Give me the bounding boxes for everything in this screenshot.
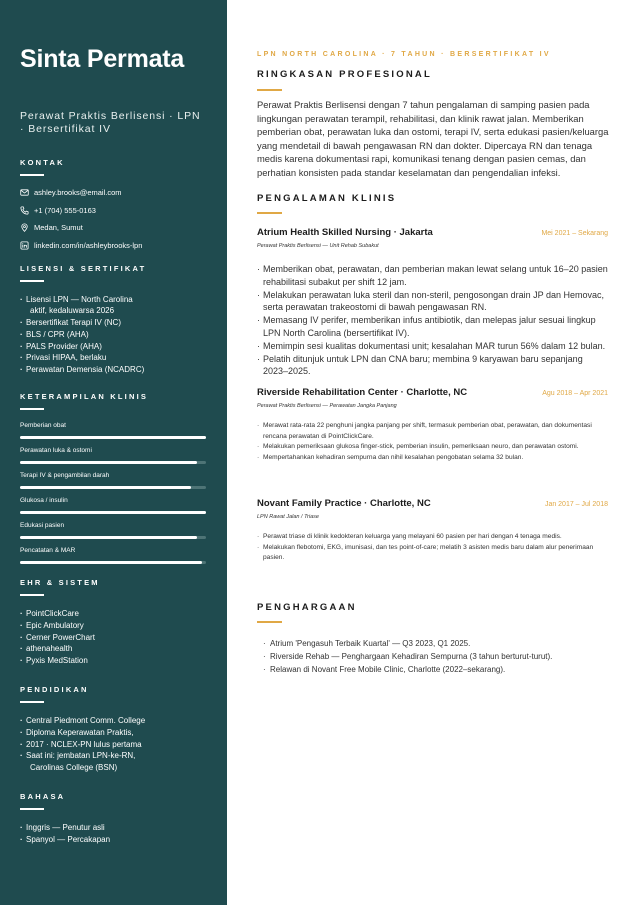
job-role: Perawat Praktis Berlisensi — Perawatan Jangka Panjang xyxy=(257,403,397,409)
job-bullets xyxy=(257,421,608,463)
education-list xyxy=(20,715,207,774)
contact-linkedin[interactable] xyxy=(20,241,207,250)
contact-list xyxy=(20,188,207,250)
contact-phone-text: +1 (704) 555-0163 xyxy=(34,205,96,215)
job-role: Perawat Praktis Berlisensi — Unit Rehab Subakut xyxy=(257,243,379,249)
list-item: · Pyxis MedStation xyxy=(20,655,207,667)
skill-label: Pemberian obat xyxy=(20,422,66,430)
license-divider xyxy=(20,280,44,282)
skill-bar-fill xyxy=(20,536,197,539)
contact-email[interactable] xyxy=(20,188,207,197)
skill-bar-track xyxy=(20,436,206,439)
contact-location-text: Medan, Sumut xyxy=(34,223,83,232)
list-item: · Melakukan flebotomi, EKG, imunisasi, dan tes point-of-care; melatih 3 asisten medis baru dalam alur penerimaan pasien. xyxy=(257,543,608,564)
linkedin-icon xyxy=(20,241,29,250)
license-section xyxy=(20,264,207,377)
skill-item xyxy=(20,547,207,564)
list-item: · Memasang IV perifer, memberikan infus antibiotik, dan melepas jalur sesuai lingkup LPN North Carolina (bersertifikat IV). xyxy=(257,314,608,340)
job-title: Novant Family Practice · Charlotte, NC xyxy=(257,498,431,509)
language-heading: BAHASA xyxy=(20,792,66,802)
job-bullets xyxy=(257,263,608,378)
list-item: · Atrium 'Pengasuh Terbaik Kuartal' — Q3 2023, Q1 2025. xyxy=(263,637,552,650)
job-title: Atrium Health Skilled Nursing · Jakarta xyxy=(257,227,433,238)
main-content xyxy=(227,0,640,905)
headline-tagline: LPN NORTH CAROLINA · 7 TAHUN · BERSERTIFIKAT IV xyxy=(257,51,551,58)
contact-heading: KONTAK xyxy=(20,158,65,167)
awards-heading: PENGHARGAAN xyxy=(257,602,357,613)
skill-bar-fill xyxy=(20,511,206,514)
list-item: · Memimpin sesi kualitas dokumentasi unit; kesalahan MAR turun 56% dalam 12 bulan. xyxy=(257,340,608,353)
list-item: · Riverside Rehab — Penghargaan Kehadiran Sempurna (3 tahun berturut-turut). xyxy=(263,650,552,663)
skill-bar-fill xyxy=(20,436,206,439)
language-list xyxy=(20,822,207,846)
list-item: · Mempertahankan kehadiran sempurna dan nihil kesalahan pengobatan selama 32 bulan. xyxy=(257,453,608,464)
skill-bar-track xyxy=(20,461,206,464)
job-date: Jan 2017 – Jul 2018 xyxy=(544,501,608,508)
experience-divider xyxy=(257,212,282,214)
skills-heading: KETERAMPILAN KLINIS xyxy=(20,392,149,402)
skill-item xyxy=(20,447,207,464)
job-atrium xyxy=(257,227,608,378)
list-item: · Inggris — Penutur asli xyxy=(20,822,207,834)
skill-label: Edukasi pasien xyxy=(20,522,65,530)
skill-bar-fill xyxy=(20,461,197,464)
list-item: · Merawat rata-rata 22 penghuni jangka panjang per shift, termasuk pemberian obat, perawatan, dan dokumentasi rencana perawatan di PointClickCare. xyxy=(257,421,608,442)
skill-label: Terapi IV & pengambilan darah xyxy=(20,472,110,480)
list-item: · Perawatan Demensia (NCADRC) xyxy=(20,364,207,376)
list-item: · Epic Ambulatory xyxy=(20,620,207,632)
education-divider xyxy=(20,701,44,703)
list-item: · athenahealth xyxy=(20,643,207,655)
skill-bar-track xyxy=(20,486,206,489)
mail-icon xyxy=(20,188,29,197)
list-item: · Cerner PowerChart xyxy=(20,632,207,644)
skill-item xyxy=(20,497,207,514)
list-item: · Lisensi LPN — North Carolina xyxy=(20,294,207,306)
awards-list xyxy=(263,637,552,677)
list-item: · Pelatih ditunjuk untuk LPN dan CNA baru; membina 9 karyawan baru sepanjang 2023–2025. xyxy=(257,353,608,379)
list-item: · Spanyol — Percakapan xyxy=(20,834,207,846)
list-item: · Melakukan pemeriksaan glukosa finger-stick, pemberian insulin, pemeriksaan neuro, dan perawatan ostomi. xyxy=(257,442,608,453)
skill-item xyxy=(20,422,207,439)
job-date: Mei 2021 – Sekarang xyxy=(541,230,608,237)
list-item: · Memberikan obat, perawatan, dan pemberian makan lewat selang untuk 16–20 pasien rehabilitasi subakut per shift 12 jam. xyxy=(257,263,608,289)
job-role: LPN Rawat Jalan / Triase xyxy=(257,514,319,520)
ehr-divider xyxy=(20,594,44,596)
phone-icon xyxy=(20,206,29,215)
list-item: · Melakukan perawatan luka steril dan non-steril, pengosongan drain JP dan Hemovac, serta perawatan trakeostomi di bawah pengawasan RN. xyxy=(257,289,608,315)
list-item: · Relawan di Novant Free Mobile Clinic, Charlotte (2022–sekarang). xyxy=(263,663,552,676)
skill-bar-fill xyxy=(20,486,191,489)
list-item: · BLS / CPR (AHA) xyxy=(20,329,207,341)
job-date: Agu 2018 – Apr 2021 xyxy=(542,390,608,397)
job-bullets xyxy=(257,532,608,564)
awards-divider xyxy=(257,621,282,623)
candidate-subtitle: Perawat Praktis Berlisensi · LPN · Bersertifikat IV xyxy=(20,110,201,135)
list-item: · Central Piedmont Comm. College xyxy=(20,715,207,727)
language-divider xyxy=(20,808,44,810)
education-section xyxy=(20,685,207,774)
license-heading: LISENSI & SERTIFIKAT xyxy=(20,263,147,273)
list-item: · Saat ini: jembatan LPN-ke-RN, xyxy=(20,750,207,762)
contact-email-text: ashley.brooks@email.com xyxy=(34,188,122,197)
job-novant xyxy=(257,498,608,564)
ehr-section xyxy=(20,578,207,667)
list-item: · 2017 · NCLEX-PN lulus pertama xyxy=(20,739,207,751)
contact-linkedin-text: linkedin.com/in/ashleybrooks-lpn xyxy=(34,240,143,250)
skill-label: Perawatan luka & ostomi xyxy=(20,447,92,455)
sidebar xyxy=(0,0,227,905)
ehr-list xyxy=(20,608,207,667)
experience-heading: PENGALAMAN KLINIS xyxy=(257,193,397,204)
list-item: · Privasi HIPAA, berlaku xyxy=(20,352,207,364)
ehr-heading: EHR & SISTEM xyxy=(20,578,100,588)
contact-divider xyxy=(20,174,44,176)
job-riverside xyxy=(257,387,608,463)
contact-phone[interactable] xyxy=(20,206,207,215)
skill-bar-track xyxy=(20,561,206,564)
list-item: · PALS Provider (AHA) xyxy=(20,341,207,353)
education-heading: PENDIDIKAN xyxy=(20,685,89,695)
location-icon xyxy=(20,223,29,232)
list-item: · Perawat triase di klinik kedokteran keluarga yang melayani 60 pasien per hari dengan 4 tenaga medis. xyxy=(257,532,608,543)
contact-location xyxy=(20,223,207,232)
skill-bar-track xyxy=(20,511,206,514)
summary-heading: RINGKASAN PROFESIONAL xyxy=(257,69,432,80)
skill-bar-track xyxy=(20,536,206,539)
skill-label: Pencatatan & MAR xyxy=(20,547,76,555)
skill-bar-fill xyxy=(20,561,202,564)
skills-divider xyxy=(20,408,44,410)
candidate-name: Sinta Permata xyxy=(20,45,185,73)
list-item: · Diploma Keperawatan Praktis, xyxy=(20,727,207,739)
contact-section xyxy=(20,158,207,250)
skills-section xyxy=(20,392,207,564)
summary-text: Perawat Praktis Berlisensi dengan 7 tahun pengalaman di samping pasien pada lingkungan perawatan terampil, rehabilitasi, dan klinik rawat jalan. Memberikan pemberian obat, perawatan luka dan ostomi, terapi IV, serta edukasi pasien/keluarga yang mendetail di bawah pengawasan RN dan dokter. Dipercaya RN dan tenaga medis karena dokumentasi rapi, komunikasi tenang dengan pasien cemas, dan perhatian konsisten pada standar keselamatan dan pengendalian infeksi. xyxy=(257,99,609,178)
skill-item xyxy=(20,472,207,489)
summary-divider xyxy=(257,89,282,91)
job-title: Riverside Rehabilitation Center · Charlotte, NC xyxy=(257,387,468,398)
language-section xyxy=(20,792,207,846)
list-item: aktif, kedaluwarsa 2026 xyxy=(30,306,115,316)
list-item: · Bersertifikat Terapi IV (NC) xyxy=(20,317,207,329)
list-item: · PointClickCare xyxy=(20,608,207,620)
skill-label: Glukosa / insulin xyxy=(20,497,68,505)
list-item: Carolinas College (BSN) xyxy=(30,763,118,773)
skills-list xyxy=(20,422,207,564)
license-list xyxy=(20,294,207,377)
skill-item xyxy=(20,522,207,539)
